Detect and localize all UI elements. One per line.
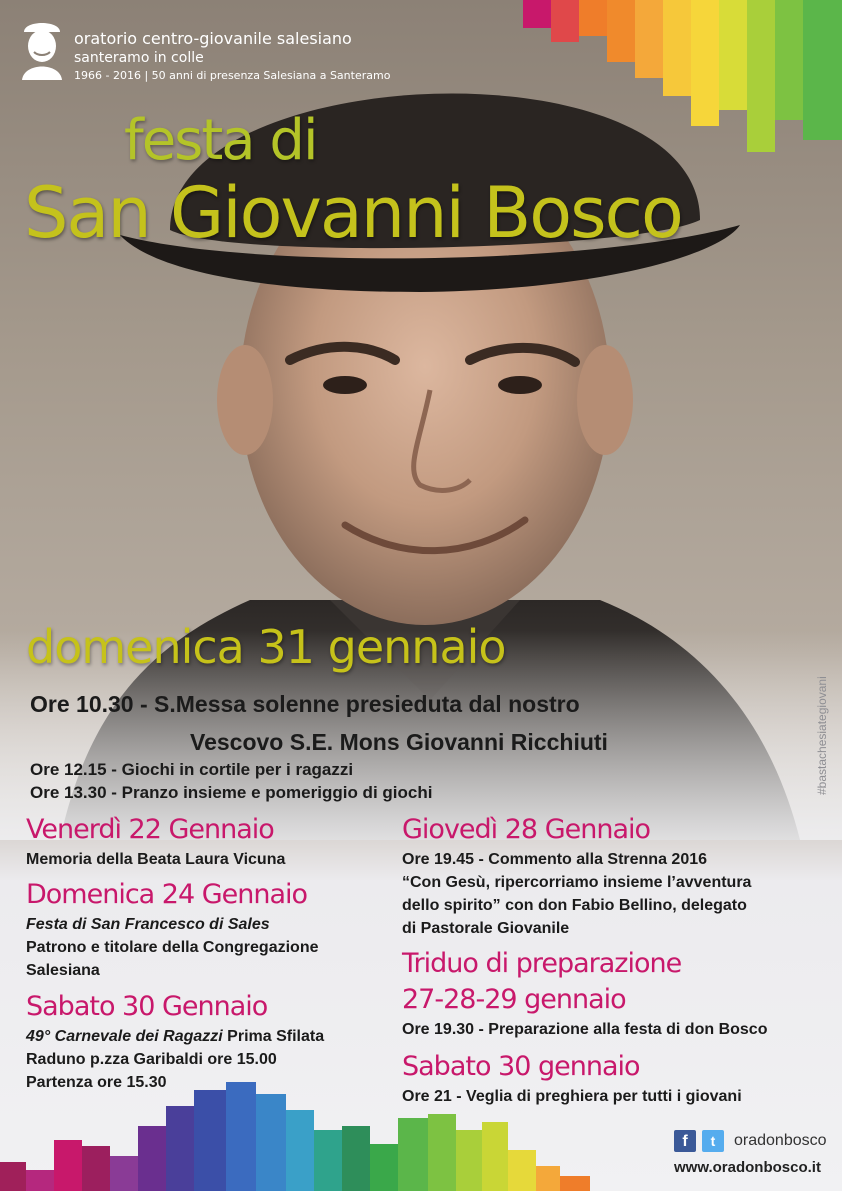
event-block bbox=[26, 877, 396, 982]
event-line: Partenza ore 15.30 bbox=[26, 1074, 167, 1091]
event-line-italic: 49° Carnevale dei Ragazzi bbox=[26, 1028, 223, 1045]
right-events bbox=[402, 812, 822, 1108]
event-block bbox=[402, 812, 822, 940]
event-title: Triduo di preparazione bbox=[402, 948, 682, 979]
event-line: di Pastorale Giovanile bbox=[402, 920, 570, 937]
event-line: Ore 19.30 - Preparazione alla festa di don Bosco bbox=[402, 1021, 768, 1038]
event-line: Festa di San Francesco di Sales bbox=[26, 916, 270, 933]
event-title: Domenica 24 Gennaio bbox=[26, 879, 308, 910]
hashtag: #bastachesiategiovani bbox=[815, 676, 829, 795]
twitter-icon[interactable]: t bbox=[702, 1130, 724, 1152]
main-event-line: Vescovo S.E. Mons Giovanni Ricchiuti bbox=[190, 729, 608, 755]
main-event-line: Ore 10.30 - S.Messa solenne presieduta dal nostro bbox=[30, 691, 580, 717]
facebook-icon[interactable]: f bbox=[674, 1130, 696, 1152]
event-block bbox=[26, 812, 396, 871]
left-events bbox=[26, 812, 396, 1094]
header-anniversary: 1966 - 2016 | 50 anni di presenza Salesiana a Santeramo bbox=[74, 69, 391, 82]
main-event-line: Ore 12.15 - Giochi in cortile per i ragazzi bbox=[30, 760, 354, 779]
event-title: Giovedì 28 Gennaio bbox=[402, 814, 651, 845]
event-line: “Con Gesù, ripercorriamo insieme l’avventura bbox=[402, 874, 752, 891]
title-festa-di: festa di bbox=[124, 108, 317, 173]
event-line: Salesiana bbox=[26, 962, 100, 979]
event-line: Memoria della Beata Laura Vicuna bbox=[26, 851, 286, 868]
event-line: dello spirito” con don Fabio Bellino, delegato bbox=[402, 897, 747, 914]
event-block bbox=[402, 946, 822, 1041]
main-event-line: Ore 13.30 - Pranzo insieme e pomeriggio di giochi bbox=[30, 783, 433, 802]
event-line-rest: Prima Sfilata bbox=[222, 1028, 325, 1045]
event-title: Sabato 30 Gennaio bbox=[26, 991, 268, 1022]
event-title-dates: 27-28-29 gennaio bbox=[402, 984, 626, 1015]
event-title: Sabato 30 gennaio bbox=[402, 1051, 640, 1082]
event-line: Ore 19.45 - Commento alla Strenna 2016 bbox=[402, 851, 708, 868]
title-san-giovanni-bosco: San Giovanni Bosco bbox=[24, 172, 682, 254]
event-line: Patrono e titolare della Congregazione bbox=[26, 939, 319, 956]
event-line: Raduno p.zza Garibaldi ore 15.00 bbox=[26, 1051, 277, 1068]
event-line bbox=[26, 1025, 396, 1048]
main-event-date: domenica 31 gennaio bbox=[26, 620, 506, 674]
event-title: Venerdì 22 Gennaio bbox=[26, 814, 274, 845]
header-location: santeramo in colle bbox=[74, 50, 204, 66]
event-line: Ore 21 - Veglia di preghiera per tutti i giovani bbox=[402, 1088, 742, 1105]
header-org-name: oratorio centro-giovanile salesiano bbox=[74, 29, 352, 48]
website-link[interactable]: www.oradonbosco.it bbox=[674, 1159, 821, 1176]
salesian-logo-icon bbox=[20, 18, 64, 80]
social-handle[interactable]: oradonbosco bbox=[734, 1132, 827, 1149]
